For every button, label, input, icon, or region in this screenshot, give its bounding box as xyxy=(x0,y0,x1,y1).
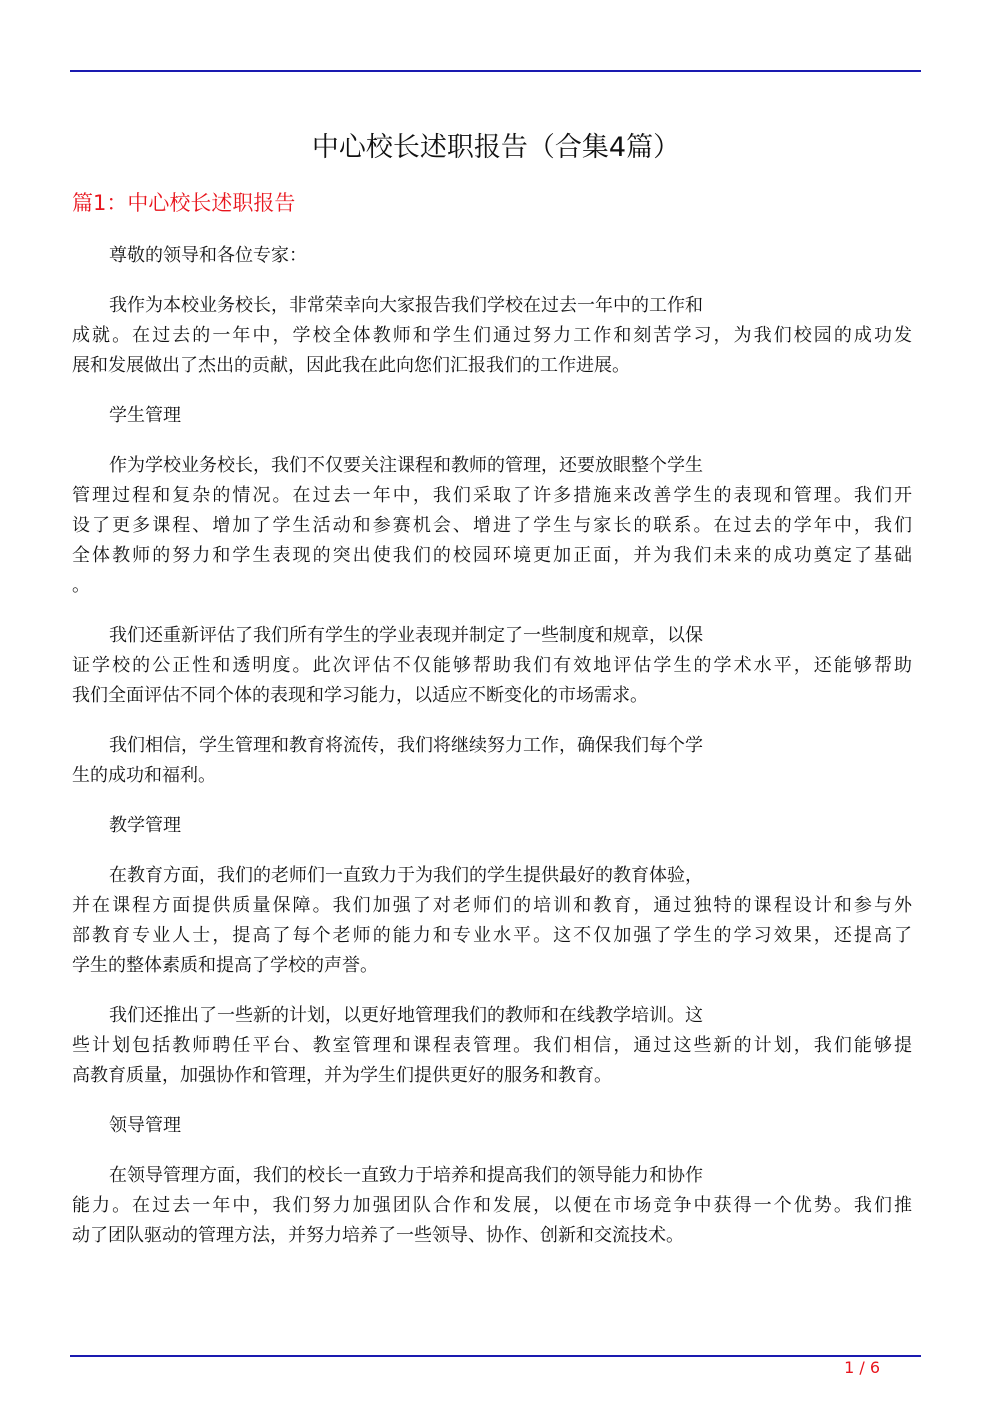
section-heading: 篇1：中心校长述职报告 xyxy=(72,191,296,215)
paragraph-line: 教学管理 xyxy=(109,815,181,836)
paragraph-line: 全体教师的努力和学生表现的突出使我们的校园环境更加正面，并为我们未来的成功奠定了基础 xyxy=(72,545,912,566)
paragraph xyxy=(72,731,912,791)
paragraph xyxy=(72,1161,912,1251)
paragraph-line: 我们全面评估不同个体的表现和学习能力，以适应不断变化的市场需求。 xyxy=(72,685,648,706)
document-title: 中心校长述职报告（合集4篇） xyxy=(311,132,681,163)
paragraph-line: 部教育专业人士，提高了每个老师的能力和专业水平。这不仅加强了学生的学习效果，还提高了 xyxy=(72,925,912,946)
paragraph-line: 成就。在过去的一年中，学校全体教师和学生们通过努力工作和刻苦学习，为我们校园的成功发 xyxy=(72,325,912,346)
paragraph-line: 学生管理 xyxy=(109,405,181,426)
paragraph-line: 展和发展做出了杰出的贡献，因此我在此向您们汇报我们的工作进展。 xyxy=(72,355,630,376)
paragraph xyxy=(72,451,912,601)
paragraph xyxy=(72,621,912,711)
paragraph xyxy=(72,291,912,381)
paragraph-line: 领导管理 xyxy=(109,1115,181,1136)
paragraph-line: 高教育质量，加强协作和管理，并为学生们提供更好的服务和教育。 xyxy=(72,1065,612,1086)
header-rule xyxy=(70,70,921,72)
paragraph xyxy=(72,401,912,431)
paragraph-line: 我们相信，学生管理和教育将流传，我们将继续努力工作，确保我们每个学 xyxy=(109,735,703,756)
paragraph xyxy=(72,1111,912,1141)
paragraph-line: 在领导管理方面，我们的校长一直致力于培养和提高我们的领导能力和协作 xyxy=(109,1165,703,1186)
paragraph-line: 我们还重新评估了我们所有学生的学业表现并制定了一些制度和规章，以保 xyxy=(109,625,703,646)
paragraph-line: 动了团队驱动的管理方法，并努力培养了一些领导、协作、创新和交流技术。 xyxy=(72,1225,684,1246)
paragraph xyxy=(72,1001,912,1091)
paragraph-line: 我们还推出了一些新的计划，以更好地管理我们的教师和在线教学培训。这 xyxy=(109,1005,703,1026)
paragraph-line: 设了更多课程、增加了学生活动和参赛机会、增进了学生与家长的联系。在过去的学年中，我们 xyxy=(72,515,912,536)
paragraph-line: 证学校的公正性和透明度。此次评估不仅能够帮助我们有效地评估学生的学术水平，还能够帮助 xyxy=(72,655,912,676)
paragraph xyxy=(72,861,912,981)
paragraph-line: 能力。在过去一年中，我们努力加强团队合作和发展，以便在市场竞争中获得一个优势。我们推 xyxy=(72,1195,912,1216)
page-number: 1 / 6 xyxy=(844,1358,880,1377)
paragraph-line: 学生的整体素质和提高了学校的声誉。 xyxy=(72,955,378,976)
paragraph-line: 作为学校业务校长，我们不仅要关注课程和教师的管理，还要放眼整个学生 xyxy=(109,455,703,476)
paragraph-line: 尊敬的领导和各位专家： xyxy=(109,245,307,266)
footer-rule xyxy=(70,1355,921,1357)
paragraph-line: 些计划包括教师聘任平台、教室管理和课程表管理。我们相信，通过这些新的计划，我们能够提 xyxy=(72,1035,912,1056)
paragraph-line: 并在课程方面提供质量保障。我们加强了对老师们的培训和教育，通过独特的课程设计和参与外 xyxy=(72,895,912,916)
paragraph-line: 。 xyxy=(72,575,90,596)
paragraph xyxy=(72,811,912,841)
paragraph-line: 生的成功和福利。 xyxy=(72,765,216,786)
document-body xyxy=(72,241,912,1271)
paragraph-line: 管理过程和复杂的情况。在过去一年中，我们采取了许多措施来改善学生的表现和管理。我们开 xyxy=(72,485,912,506)
paragraph xyxy=(72,241,912,271)
paragraph-line: 我作为本校业务校长，非常荣幸向大家报告我们学校在过去一年中的工作和 xyxy=(109,295,703,316)
paragraph-line: 在教育方面，我们的老师们一直致力于为我们的学生提供最好的教育体验， xyxy=(109,865,703,886)
